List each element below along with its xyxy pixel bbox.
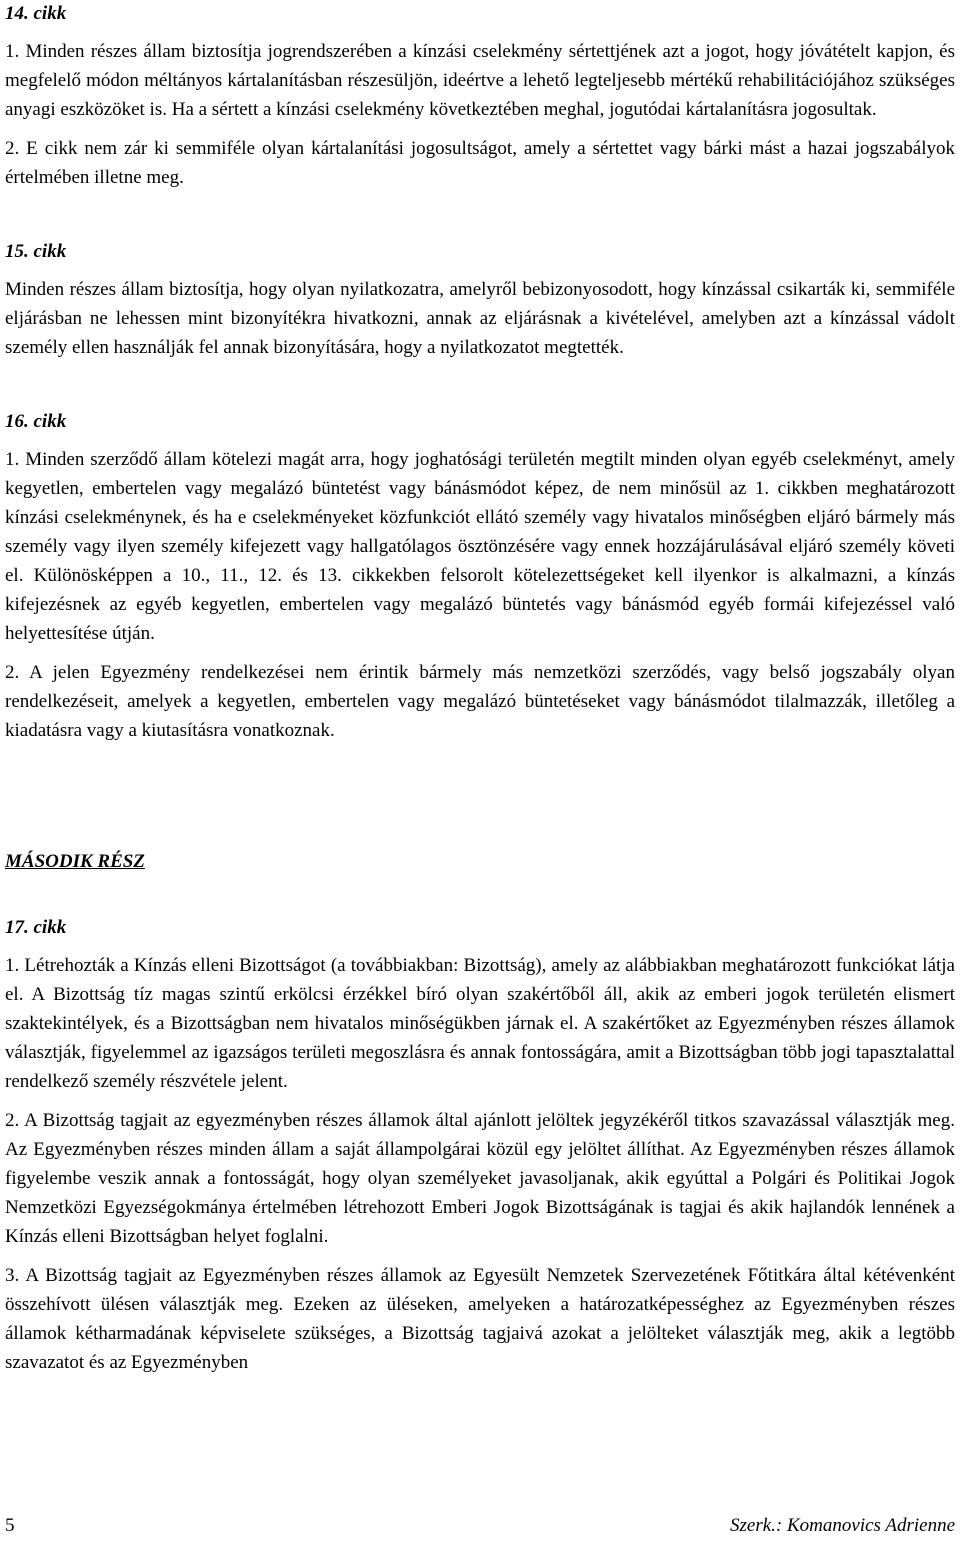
article-14-paragraph-1: 1. Minden részes állam biztosítja jogrendszerében a kínzási cselekmény sértettjének azt a jogot, hogy jóvátételt kapjon, és megfelelő módon méltányos kártalanításban részesüljön, ideértve a lehető legteljesebb mértékű rehabilitációjához szükséges anyagi eszközöket is. Ha a sértett a kínzási cselekmény következtében meghal, jogutódai kártalanításra jogosultak.	[5, 41, 955, 120]
article-16-heading: 16. cikk	[5, 411, 67, 432]
article-16-paragraph-1: 1. Minden szerződő állam kötelezi magát arra, hogy joghatósági területén megtilt minden olyan egyéb cselekményt, amely kegyetlen, embertelen vagy megalázó büntetést vagy bánásmódot képez, de nem minősül az 1. cikkben meghatározott kínzási cselekménynek, és ha e cselekményeket közfunkciót ellátó személy vagy hivatalos minőségben eljáró bármely más személy vagy ilyen személy kifejezett vagy hallgatólagos ösztönzésére vagy ennek hozzájárulásával eljáró személy követi el. Különösképpen a 10., 11., 12. és 13. cikkekben felsorolt kötelezettségeket kell ilyenkor is alkalmazni, a kínzás kifejezésnek az egyéb kegyetlen, embertelen vagy megalázó büntetés vagy bánásmód egyéb formái kifejezéssel való helyettesítése útján.	[5, 449, 955, 644]
document-page	[5, 0, 955, 1377]
article-17-paragraph-2: 2. A Bizottság tagjait az egyezményben részes államok által ajánlott jelöltek jegyzékéről titkos szavazással választják meg. Az Egyezményben részes minden állam a saját állampolgárai közül egy jelöltet állíthat. Az Egyezményben részes államok figyelembe veszik annak a fontosságát, hogy olyan személyeket javasoljanak, akik egyúttal a Polgári és Politikai Jogok Nemzetközi Egyezségokmánya értelmében létrehozott Emberi Jogok Bizottságának is tagjai és akik hajlandók lennének a Kínzás elleni Bizottságban helyet foglalni.	[5, 1110, 955, 1247]
article-14-heading: 14. cikk	[5, 3, 67, 24]
footer-author: Szerk.: Komanovics Adrienne	[730, 1515, 955, 1536]
article-17-paragraph-1: 1. Létrehozták a Kínzás elleni Bizottságot (a továbbiakban: Bizottság), amely az alábbiakban meghatározott funkciókat látja el. A Bizottság tíz magas szintű erkölcsi érzékkel bíró olyan szakértőből áll, akik az emberi jogok területén elismert szaktekintélyek, és a Bizottságban nem hivatalos minőségükben járnak el. A szakértőket az Egyezményben részes államok választják, figyelemmel az igazságos területi megoszlásra és annak fontosságára, amit a Bizottságban több jogi tapasztalattal rendelkező személy részvétele jelent.	[5, 955, 955, 1092]
article-16-paragraph-2: 2. A jelen Egyezmény rendelkezései nem érintik bármely más nemzetközi szerződés, vagy belső jogszabály olyan rendelkezéseit, amelyek a kegyetlen, embertelen vagy megalázó büntetéseket vagy bánásmódot tilalmazzák, illetőleg a kiadatásra vagy a kiutasításra vonatkoznak.	[5, 662, 955, 741]
page-number: 5	[5, 1515, 15, 1536]
part-two-title: MÁSODIK RÉSZ	[5, 851, 145, 872]
article-17-paragraph-3: 3. A Bizottság tagjait az Egyezményben részes államok az Egyesült Nemzetek Szervezetének Főtitkára által kétévenként összehívott ülésen választják meg. Ezeken az üléseken, amelyeken a határozatképességhez az Egyezményben részes államok kétharmadának képviselete szükséges, a Bizottság tagjaivá azokat a jelölteket választják meg, akik a legtöbb szavazatot és az Egyezményben	[5, 1265, 955, 1373]
article-15-heading: 15. cikk	[5, 241, 67, 262]
article-17-heading: 17. cikk	[5, 917, 67, 938]
page-footer	[5, 1514, 955, 1538]
article-15-paragraph-1: Minden részes állam biztosítja, hogy olyan nyilatkozatra, amelyről bebizonyosodott, hogy kínzással csikarták ki, semmiféle eljárásban ne lehessen mint bizonyítékra hivatkozni, annak az eljárásnak a kivételével, amelyben azt a kínzással vádolt személy ellen használják fel annak bizonyítására, hogy a nyilatkozatot megtették.	[5, 279, 955, 358]
article-14-paragraph-2: 2. E cikk nem zár ki semmiféle olyan kártalanítási jogosultságot, amely a sértettet vagy bárki mást a hazai jogszabályok értelmében illetne meg.	[5, 138, 955, 188]
